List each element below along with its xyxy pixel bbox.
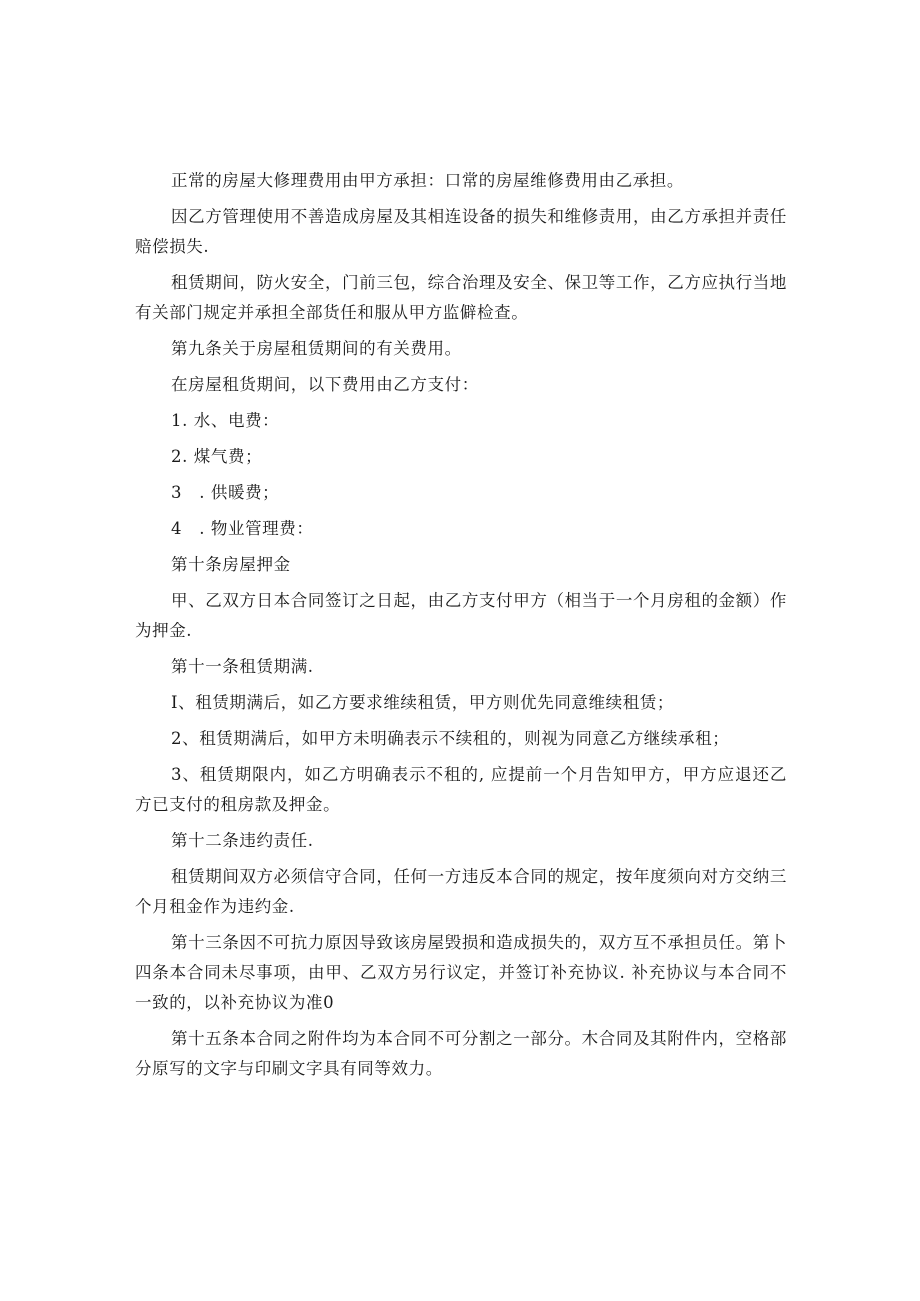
list-item-heating: 3 . 供暖费； [171,483,280,502]
paragraph-safety-duties: 租赁期间，防火安全，门前三包，综合治理及安全、保卫等工作，乙方应执行当地有关部门规定并承担全部货任和服从甲方监僻检查。 [135,273,787,322]
list-item-property-management: 4 . 物业管理费： [171,519,314,538]
list-item-renewal: I、租赁期满后，如乙方要求维续租赁，甲方则优先同意维续租赁； [171,693,675,712]
document-body [135,166,787,1090]
article-9-heading: 第九条关于房屋租赁期间的有关费用。 [171,339,462,358]
paragraph-repair-costs: 正常的房屋大修理费用由甲方承担：口常的房屋维修费用由乙承担。 [171,171,684,190]
list-item-continued-lease: 2、租赁期满后，如甲方未明确表示不续租的，则视为同意乙方继续承租； [171,729,730,748]
article-12-heading: 第十二条违约责任. [171,831,314,850]
list-item-water-electricity: 1. 水、电费： [171,411,280,430]
paragraph-fees-intro: 在房屋租货期间，以下费用由乙方支付： [171,375,479,394]
paragraph-damage-liability: 因乙方管理使用不善造成房屋及其相连设备的损失和维修责用，由乙方承担并责任赔偿损失. [135,207,787,256]
list-item-early-termination: 3、租赁期限内，如乙方明确表示不租的, 应提前一个月告知甲方，甲方应退还乙方已支付的租房款及押金。 [135,765,787,814]
article-10-heading: 第十条房屋押金 [171,555,291,574]
article-15-paragraph: 第十五条本合同之附件均为本合同不可分割之一部分。木合同及其附件内，空格部分原写的文字与印刷文字具有同等效力。 [135,1029,787,1078]
paragraph-breach-penalty: 租赁期间双方必须信守合同，任何一方违反本合同的规定，按年度须向对方交纳三个月租金作为违约金. [135,867,787,916]
article-13-14-paragraph: 第十三条因不可抗力原因导致该房屋毁损和造成损失的，双方互不承担员任。第卜四条本合同未尽事项，由甲、乙双方另行议定，并签订补充协议. 补充协议与本合同不一致的，以补充协议为准0 [135,933,787,1012]
article-11-heading: 第十一条租赁期满. [171,657,314,676]
paragraph-deposit: 甲、乙双方日本合同签订之日起，由乙方支付甲方（相当于一个月房租的金额）作为押金. [135,591,787,640]
list-item-gas: 2. 煤气费； [171,447,263,466]
